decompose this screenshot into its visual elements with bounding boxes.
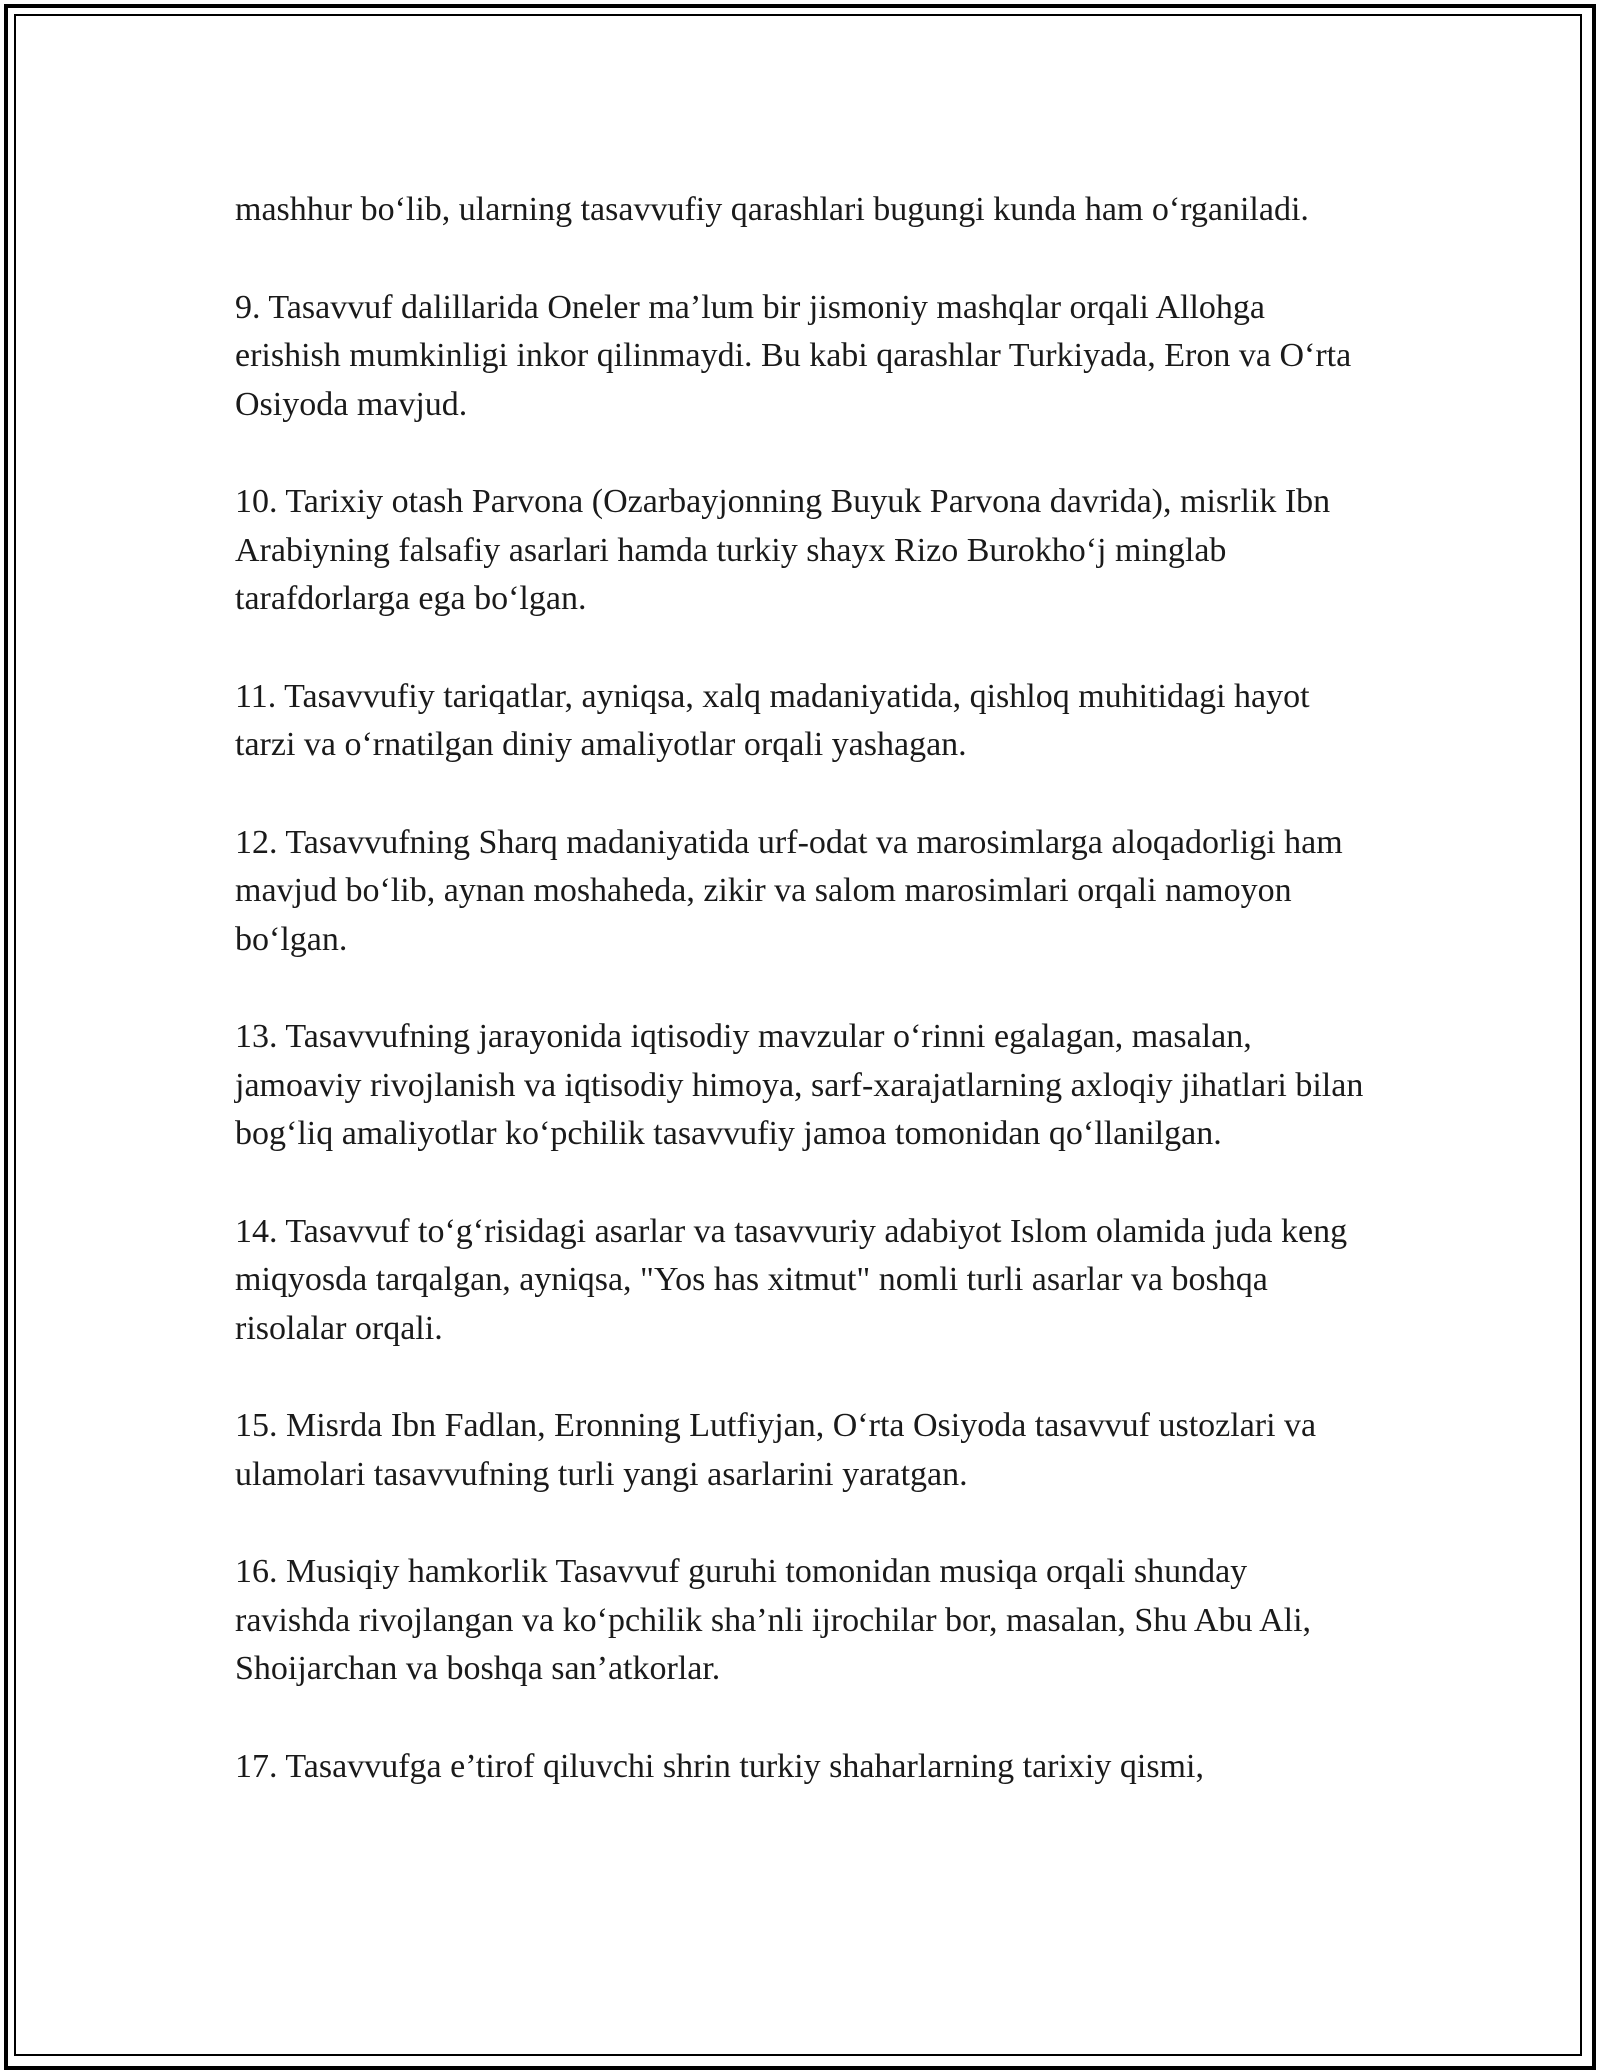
document-body (235, 186, 1370, 1791)
paragraph-item-16: 16. Musiqiy hamkorlik Tasavvuf guruhi tomonidan musiqa orqali shunday ravishda rivojlangan va ko‘pchilik sha’nli ijrochilar bor, masalan, Shu Abu Ali, Shoijarchan va boshqa san’atkorlar. (235, 1553, 1312, 1687)
paragraph-item-9: 9. Tasavvuf dalillarida Oneler ma’lum bir jismoniy mashqlar orqali Allohga erishish mumkinligi inkor qilinmaydi. Bu kabi qarashlar Turkiyada, Eron va O‘rta Osiyoda mavjud. (235, 288, 1352, 423)
paragraph-item-15: 15. Misrda Ibn Fadlan, Eronning Lutfiyjan, O‘rta Osiyoda tasavvuf ustozlari va ulamolari tasavvufning turli yangi asarlarini yaratgan. (235, 1407, 1317, 1493)
paragraph-continuation: mashhur bo‘lib, ularning tasavvufiy qarashlari bugungi kunda ham o‘rganiladi. (235, 191, 1309, 228)
paragraph-item-13: 13. Tasavvufning jarayonida iqtisodiy mavzular o‘rinni egalagan, masalan, jamoaviy rivojlanish va iqtisodiy himoya, sarf-xarajatlarning axloqiy jihatlari bilan bog‘liq amaliyotlar ko‘pchilik tasavvufiy jamoa tomonidan qo‘llanilgan. (235, 1018, 1364, 1152)
paragraph-item-10: 10. Tarixiy otash Parvona (Ozarbayjonning Buyuk Parvona davrida), misrlik Ibn Arabiyning falsafiy asarlari hamda turkiy shayx Rizo Burokho‘j minglab tarafdorlarga ega bo‘lgan. (235, 483, 1331, 617)
paragraph-item-11: 11. Tasavvufiy tariqatlar, ayniqsa, xalq madaniyatida, qishloq muhitidagi hayot tarzi va o‘rnatilgan diniy amaliyotlar orqali yashagan. (235, 677, 1310, 763)
paragraph-item-17: 17. Tasavvufga e’tirof qiluvchi shrin turkiy shaharlarning tarixiy qismi, (235, 1747, 1204, 1785)
paragraph-item-12: 12. Tasavvufning Sharq madaniyatida urf-odat va marosimlarga aloqadorligi ham mavjud bo‘lib, aynan moshaheda, zikir va salom marosimlari orqali namoyon bo‘lgan. (235, 823, 1343, 958)
paragraph-item-14: 14. Tasavvuf to‘g‘risidagi asarlar va tasavvuriy adabiyot Islom olamida juda keng miqyosda tarqalgan, ayniqsa, "Yos has xitmut" nomli turli asarlar va boshqa risolalar orqali. (235, 1212, 1348, 1347)
